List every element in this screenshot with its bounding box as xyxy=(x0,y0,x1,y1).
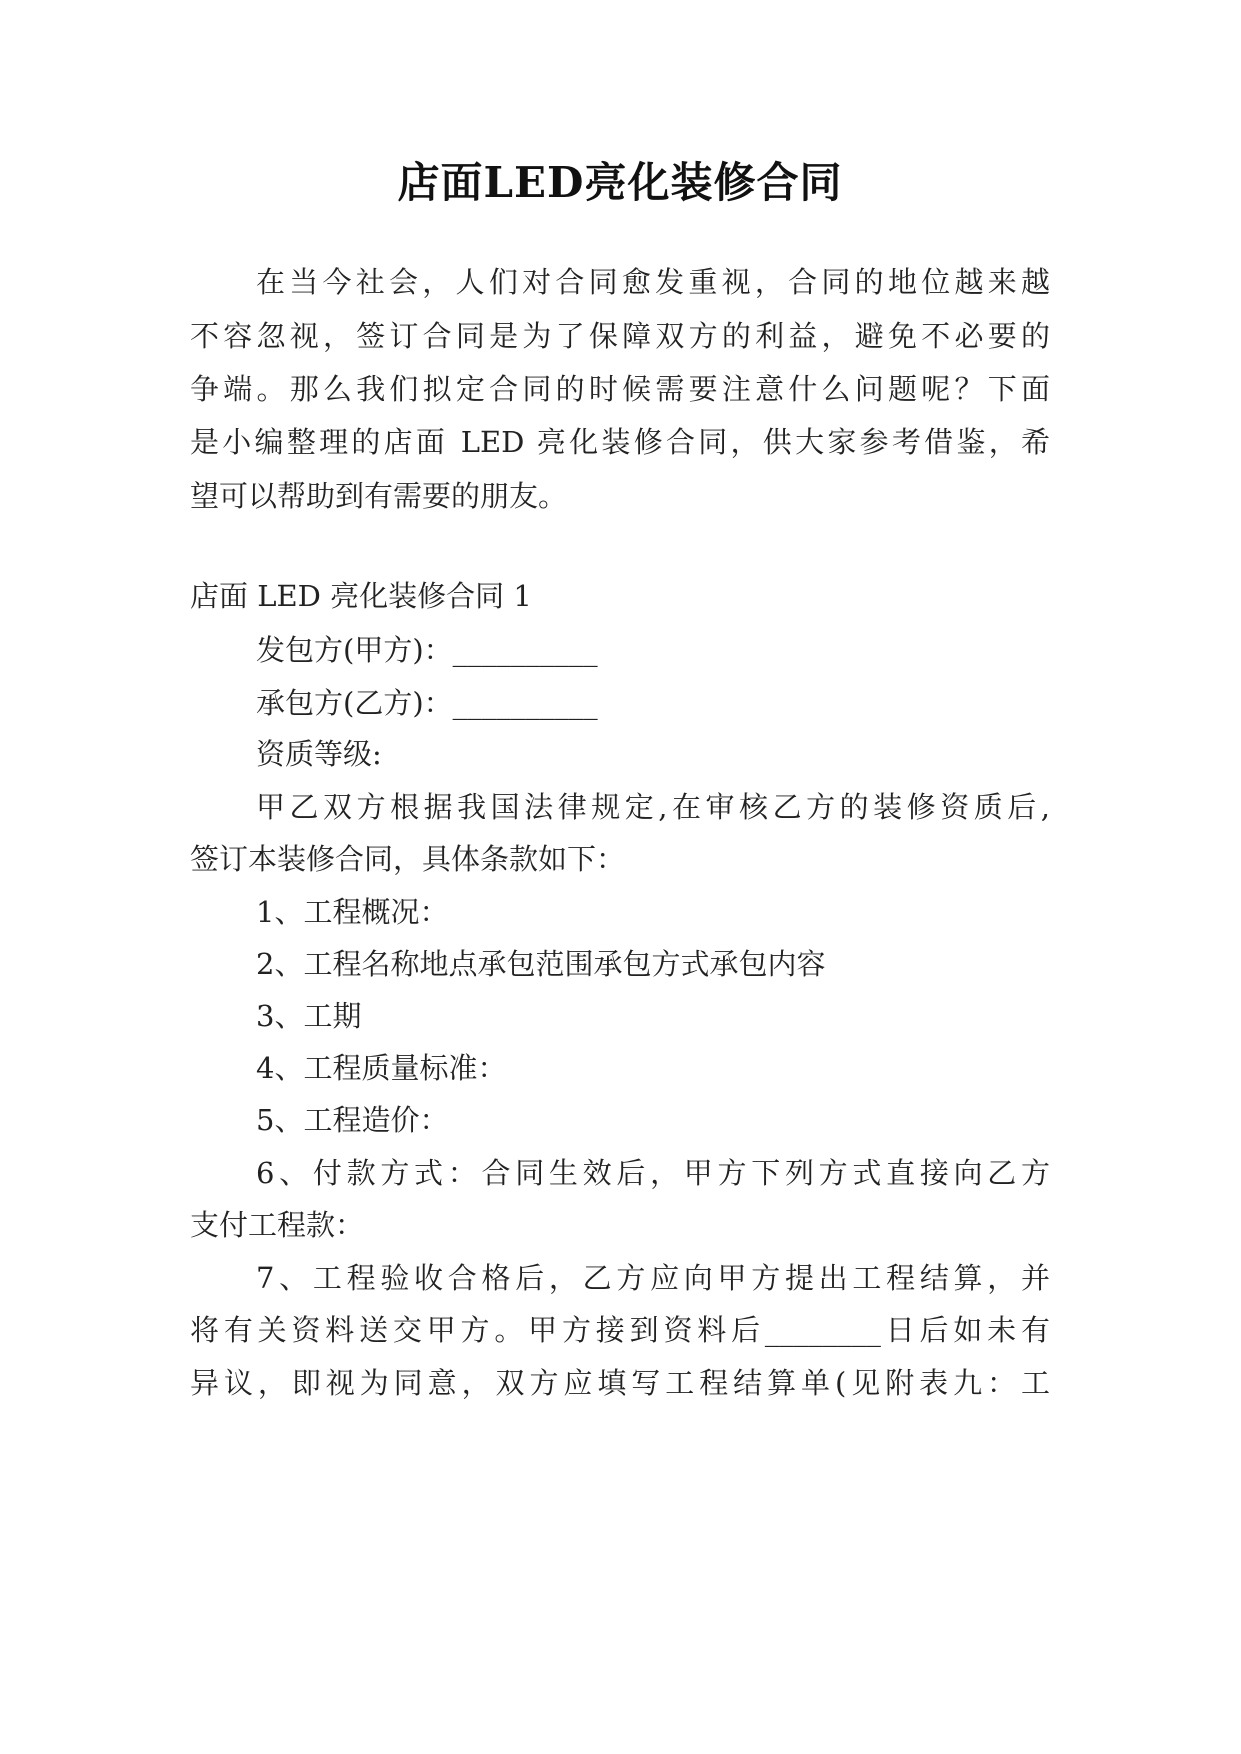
clause-4: 4、工程质量标准： xyxy=(256,1051,507,1085)
clause-7-line-2: 将有关资料送交甲方。甲方接到资料后________日后如未有 xyxy=(190,1313,1050,1347)
clause-7-line-3: 异议，即视为同意，双方应填写工程结算单(见附表九：工 xyxy=(190,1366,1050,1400)
document-title: 店面LED亮化装修合同 xyxy=(397,158,843,207)
clause-2: 2、工程名称地点承包范围承包方式承包内容 xyxy=(256,947,826,981)
qualification-line: 资质等级: xyxy=(256,737,382,771)
clause-6-line-1: 6、付款方式：合同生效后，甲方下列方式直接向乙方 xyxy=(256,1156,1050,1190)
clause-6-line-2: 支付工程款： xyxy=(190,1208,365,1242)
intro-line-1: 在当今社会，人们对合同愈发重视，合同的地位越来越 xyxy=(256,265,1050,299)
party-b-line: 承包方(乙方)：__________ xyxy=(256,686,598,720)
party-a-line: 发包方(甲方)：__________ xyxy=(256,633,598,667)
clause-7-line-1: 7、工程验收合格后，乙方应向甲方提出工程结算，并 xyxy=(256,1261,1050,1295)
clause-1: 1、工程概况： xyxy=(256,895,449,929)
intro-line-2: 不容忽视，签订合同是为了保障双方的利益，避免不必要的 xyxy=(190,319,1050,353)
preamble-line-2: 签订本装修合同，具体条款如下： xyxy=(190,842,626,876)
clause-3: 3、工期 xyxy=(256,999,362,1033)
intro-line-4: 是小编整理的店面 LED 亮化装修合同，供大家参考借鉴，希 xyxy=(190,425,1050,459)
intro-line-5: 望可以帮助到有需要的朋友。 xyxy=(190,479,568,513)
preamble-line-1: 甲乙双方根据我国法律规定,在审核乙方的装修资质后, xyxy=(256,790,1050,824)
section-heading: 店面 LED 亮化装修合同 1 xyxy=(190,579,532,613)
clause-5: 5、工程造价： xyxy=(256,1103,449,1137)
intro-line-3: 争端。那么我们拟定合同的时候需要注意什么问题呢？下面 xyxy=(190,372,1050,406)
